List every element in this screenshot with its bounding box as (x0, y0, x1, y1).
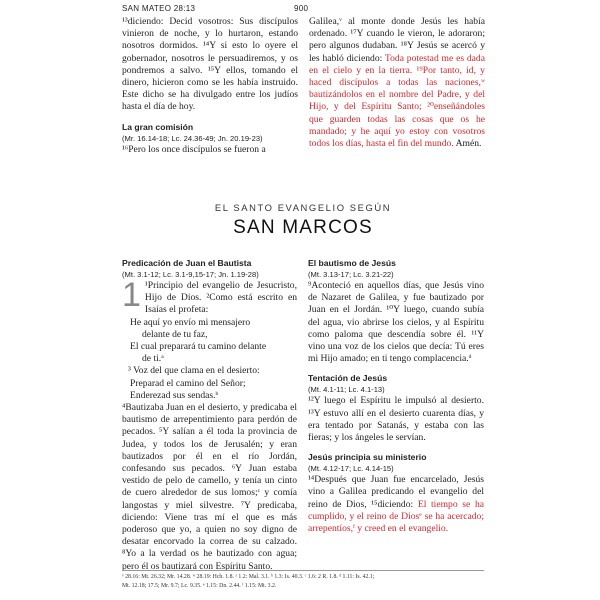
cross-reference-marker: d (468, 354, 472, 361)
section-references: (Mr. 16.14-18; Lc. 24.36-49; Jn. 20.19-23) (122, 133, 263, 143)
running-header (122, 4, 482, 16)
words-of-jesus: ²⁰enseñándoles que guarden todas las cosas que os he mandado; y he aquí yo estoy con vosotros todos los días, hasta el fin del mundo. (309, 101, 485, 150)
verse-text: ¹³diciendo: Decid vosotros: Sus discípulos vinieron de noche, y lo hurtaron, estando nosotros dormidos. ¹⁴Y si esto lo oyere el gobernador, nosotros le persuadiremos, y os pondremos a salvo. ¹⁵Y ellos, tomando el dinero, hicieron como se les había instruido. Este dicho se ha divulgado entre los judíos hasta el día de hoy. (122, 16, 298, 113)
words-of-jesus: El tiempo se ha cumplido, y el reino de Dios (308, 498, 484, 522)
footnote-divider (122, 570, 484, 571)
marcos-column-left (122, 258, 297, 573)
page-number: 900 (294, 4, 309, 13)
cross-reference-marker: e (419, 511, 422, 518)
verse-text: 1 ¹Principio del evangelio de Jesucristo, Hijo de Dios. ²Como está escrito en Isaías el profeta: (122, 276, 298, 316)
book-title-name: SAN MARCOS (233, 217, 373, 238)
verse-text: ¹²Y luego el Espíritu le impulsó al desierto. ¹³Y estuvo allí en el desierto cuarenta días, y era tentado por Satanás, y estaba con las fieras; y los ángeles le servían. (308, 395, 484, 444)
section-heading: El bautismo de Jesús (308, 258, 396, 268)
section-references: (Mt. 4.12-17; Lc. 4.14-15) (308, 464, 394, 474)
cross-reference-marker: a (161, 354, 164, 361)
words-of-jesus: se ha acercado; arrepentíos, (308, 510, 484, 535)
section-heading: Jesús principia su ministerio (308, 452, 427, 463)
footnote-line: ᵛ 28.16: Mt. 26.32; Mr. 14.28. ʷ 28.19: Hch. 1.8. ᵃ 1.2: Mal. 3.1. ᵇ 1.3: Is. 40.3. ᶜ 1.6: 2 R. 1.8. ᵈ 1.11: Is. 42.1; (122, 574, 375, 580)
running-header-reference: SAN MATEO 28:13 (122, 4, 196, 13)
cross-reference-marker: b (215, 390, 219, 397)
words-of-jesus: Toda potestad me es dada en el cielo y en la tierra. (309, 52, 485, 76)
verse-text: ⁹Aconteció en aquellos días, que Jesús vino de Nazaret de Galilea, y fue bautizado por Juan en el Jordán. ¹⁰Y luego, cuando subía del agua, vio abrirse los cielos, y al Espíritu como paloma que descendía sobre él. ¹¹Y vino una voz de los cielos que decía: Tú eres mi Hijo amado; en ti tengo complacencia.$^d$ (308, 280, 484, 365)
section-heading: La gran comisión (122, 121, 194, 132)
cross-reference-marker: v (339, 17, 342, 23)
verse-text: ¹⁶Pero los once discípulos se fueron a (122, 143, 266, 155)
verse-text: ⁴Bautizaba Juan en el desierto, y predicaba el bautismo de arrepentimiento para perdón de pecados. ⁵Y salían a él toda la provincia de Judea, y todos los de Jerusalén; y eran bautizados por él en el río Jordán, confesando sus pecados. ⁶Y Juan estaba vestido de pelo de camello, y tenía un cinto de cuero alrededor de sus lomos;$^c$ y comía langostas y miel silvestre. ⁷Y predicaba, diciendo: Viene tras mí el que es más poderoso que yo, a quien no soy digno de desatar encorvado la correa de su calzado. ⁸Yo a la verdad os he bautizado con agua; pero él os bautizará con Espíritu Santo. (122, 402, 298, 572)
cross-reference-marker: w (480, 78, 485, 85)
verse-text: Galilea,$^v$ al monte donde Jesús les había ordenado. ¹⁷Y cuando le vieron, le adoraron; pero algunos dudaban. ¹⁸Y Jesús se acercó y les habló diciendo: Toda potestad me es dada en el cielo y en la tierra. ¹⁹Por tanto, id, y haced discípulos a todas las naciones,$^w$ bautizándolos en el nombre del Padre, y del Hijo, y del Espíritu Santo; ²⁰enseñándoles que guarden todas las cosas que os he mandado; y he aquí yo estoy con vosotros todos los días, hasta el fin del mundo. Amén. (309, 16, 485, 150)
marcos-column-right (308, 258, 484, 535)
footnote-line: Mt. 12.18; 17.5; Mr. 9.7; Lc. 9.35. ᵉ 1.15: Dn. 2.44. ᶠ 1.15: Mt. 3.2. (122, 583, 277, 589)
book-title (122, 202, 484, 239)
quotation-poem: He aquí yo envío mi mensajero delante de tu faz, El cual preparará tu camino delante de ti.$^a$ ³ Voz del que clama en el desierto: Preparad el camino del Señor; Enderezad sus sendas.$^b$ (128, 316, 267, 401)
chapter-number: 1 (122, 276, 141, 314)
mateo-column-right (309, 16, 485, 150)
words-of-jesus: bautizándolos en el nombre del Padre, y del Hijo, y del Espíritu Santo; (309, 89, 485, 113)
section-references: (Mt. 4.1-11; Lc. 4.1-13) (308, 385, 385, 395)
verse-text: ¹⁴Después que Juan fue encarcelado, Jesús vino a Galilea predicando el evangelio del reino de Dios, ¹⁵diciendo: El tiempo se ha cumplido, y el reino de Dios$^e$ se ha acercado; arrepentíos,$^f$ y creed en el evangelio. (308, 474, 484, 535)
section-references: (Mt. 3.13-17; Lc. 3.21-22) (308, 270, 394, 279)
cross-reference-marker: c (257, 488, 261, 495)
words-of-jesus: ¹⁹Por tanto, id, y haced discípulos a todas las naciones, (309, 64, 485, 89)
mateo-column-left (122, 16, 298, 156)
book-title-prefix: EL SANTO EVANGELIO SEGÚN (214, 202, 392, 213)
cross-reference-marker: f (353, 524, 355, 531)
footnotes (122, 573, 484, 591)
section-heading: Predicación de Juan el Bautista (122, 258, 252, 268)
section-heading: Tentación de Jesús (308, 373, 388, 384)
words-of-jesus: y creed en el evangelio. (354, 523, 449, 535)
section-references: (Mt. 3.1-12; Lc. 3.1-9,15-17; Jn. 1.19-28) (122, 270, 259, 279)
